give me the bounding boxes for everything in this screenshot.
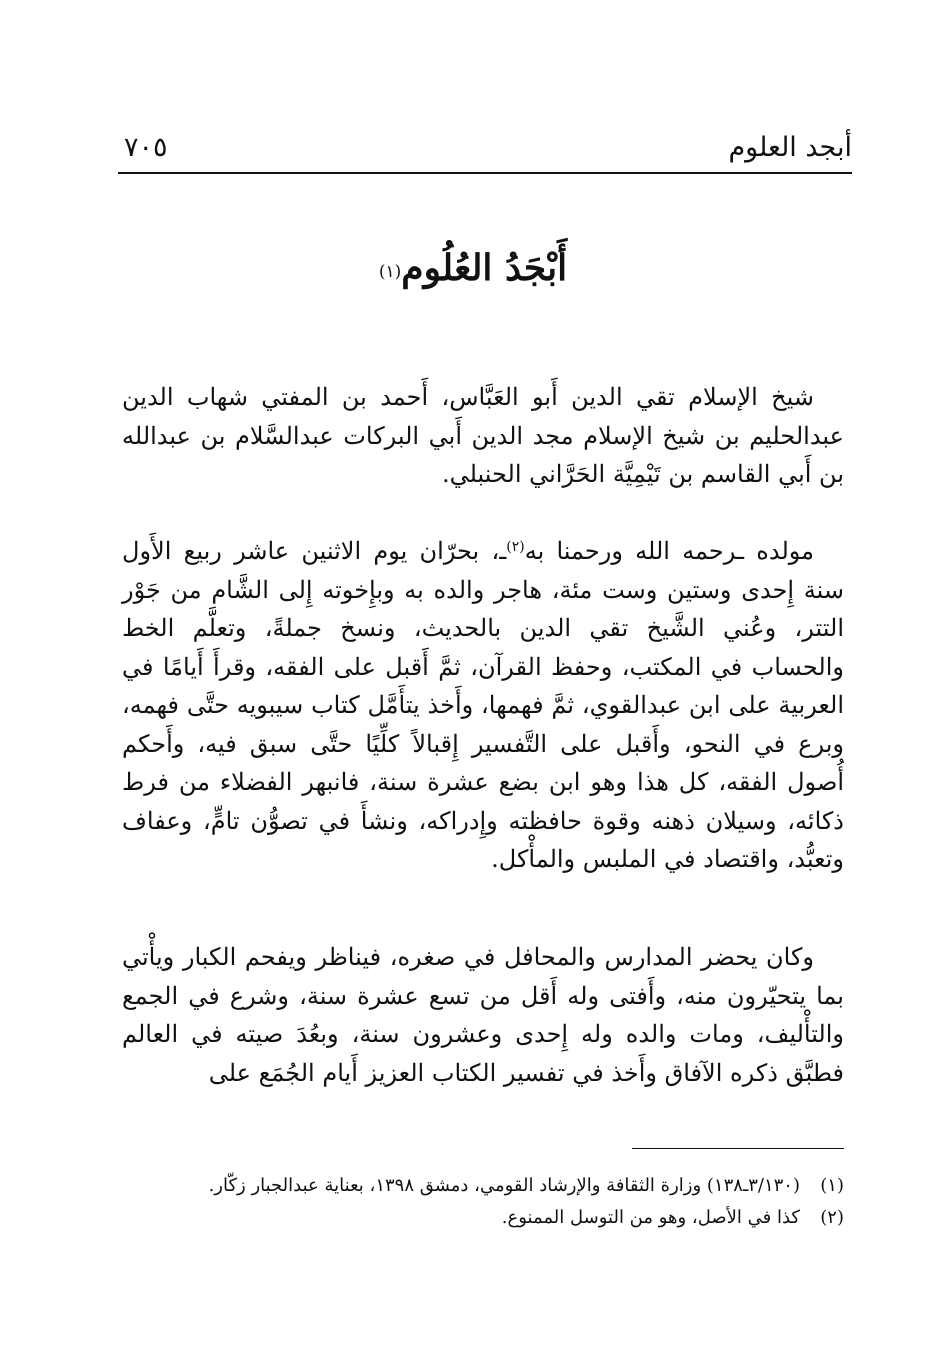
running-header xyxy=(118,128,852,174)
paragraph-2 xyxy=(122,532,844,879)
paragraph-3-text: وكان يحضر المدارس والمحافل في صغره، فيناظر ويفحم الكبار ويأْتي بما يتحيّرون منه، وأَفتى وله أَقل من تسع عشرة سنة، وشرع في الجمع والتأْليف، ومات والده وله إِحدى وعشرون سنة، وبعُدَ صيته في العالم فطبَّق ذكره الآفاق وأَخذ في تفسير الكتاب العزيز أَيام الجُمَع على xyxy=(122,943,844,1087)
running-title: أبجد العلوم xyxy=(728,132,852,163)
footnote-number: (٢) xyxy=(820,1207,844,1228)
paragraph-2-rest: ـ، بحرّان يوم الاثنين عاشر ربيع الأَول سنة إِحدى وستين وست مئة، هاجر والده به وبإِخوته إِلى الشَّام من جَوْر التتر، وعُني الشَّيخ تقي الدين بالحديث، ونسخ جملةً، وتعلَّم الخط والحساب في المكتب، وحفظ القرآن، ثمَّ أَقبل على الفقه، وقرأَ أَيامًا في العربية على ابن عبدالقوي، ثمَّ فهمها، وأَخذ يتأَمَّل كتاب سيبويه حتَّى فهمه، وبرع في النحو، وأَقبل على التَّفسير إِقبالاً كلِّيًا حتَّى سبق فيه، وأَحكم أُصول الفقه، كل هذا وهو ابن بضع عشرة سنة، فانبهر الفضلاء من فرط ذكائه، وسيلان ذهنه وقوة حافظته وإِدراكه، ونشأَ في تصوُّن تامٍّ، وعفاف وتعبُّد، واقتصاد في الملبس والمأْكل. xyxy=(122,537,844,873)
chapter-title xyxy=(0,240,944,296)
footnote-item xyxy=(122,1202,844,1234)
footnotes xyxy=(122,1170,844,1234)
footnote-ref-1: (١) xyxy=(378,262,402,282)
footnote-text: (٣/١٣٠ـ١٣٨) وزارة الثقافة والإرشاد القومي، دمشق ١٣٩٨، بعناية عبدالجبار زكّار. xyxy=(208,1175,800,1196)
paragraph-2-text xyxy=(122,532,844,879)
page-number: ٧٠٥ xyxy=(124,132,168,163)
footnote-separator xyxy=(632,1148,844,1149)
footnote-text: كذا في الأصل، وهو من التوسل الممنوع. xyxy=(501,1207,800,1228)
footnote-number: (١) xyxy=(820,1175,844,1196)
paragraph-1-text: شيخ الإسلام تقي الدين أَبو العَبَّاس، أَحمد بن المفتي شهاب الدين عبدالحليم بن شيخ الإسلام مجد الدين أَبي البركات عبدالسَّلام بن عبدالله بن أَبي القاسم بن تَيْمِيَّة الحَرَّاني الحنبلي. xyxy=(122,383,844,488)
paragraph-3 xyxy=(122,938,844,1092)
paragraph-1 xyxy=(122,378,844,494)
footnote-ref-2: (٢) xyxy=(506,539,525,555)
footnote-item xyxy=(122,1170,844,1202)
chapter-title-text: أَبْجَدُ العُلُوم xyxy=(401,247,568,289)
paragraph-2-lead: مولده ـرحمه الله ورحمنا به xyxy=(524,537,815,565)
